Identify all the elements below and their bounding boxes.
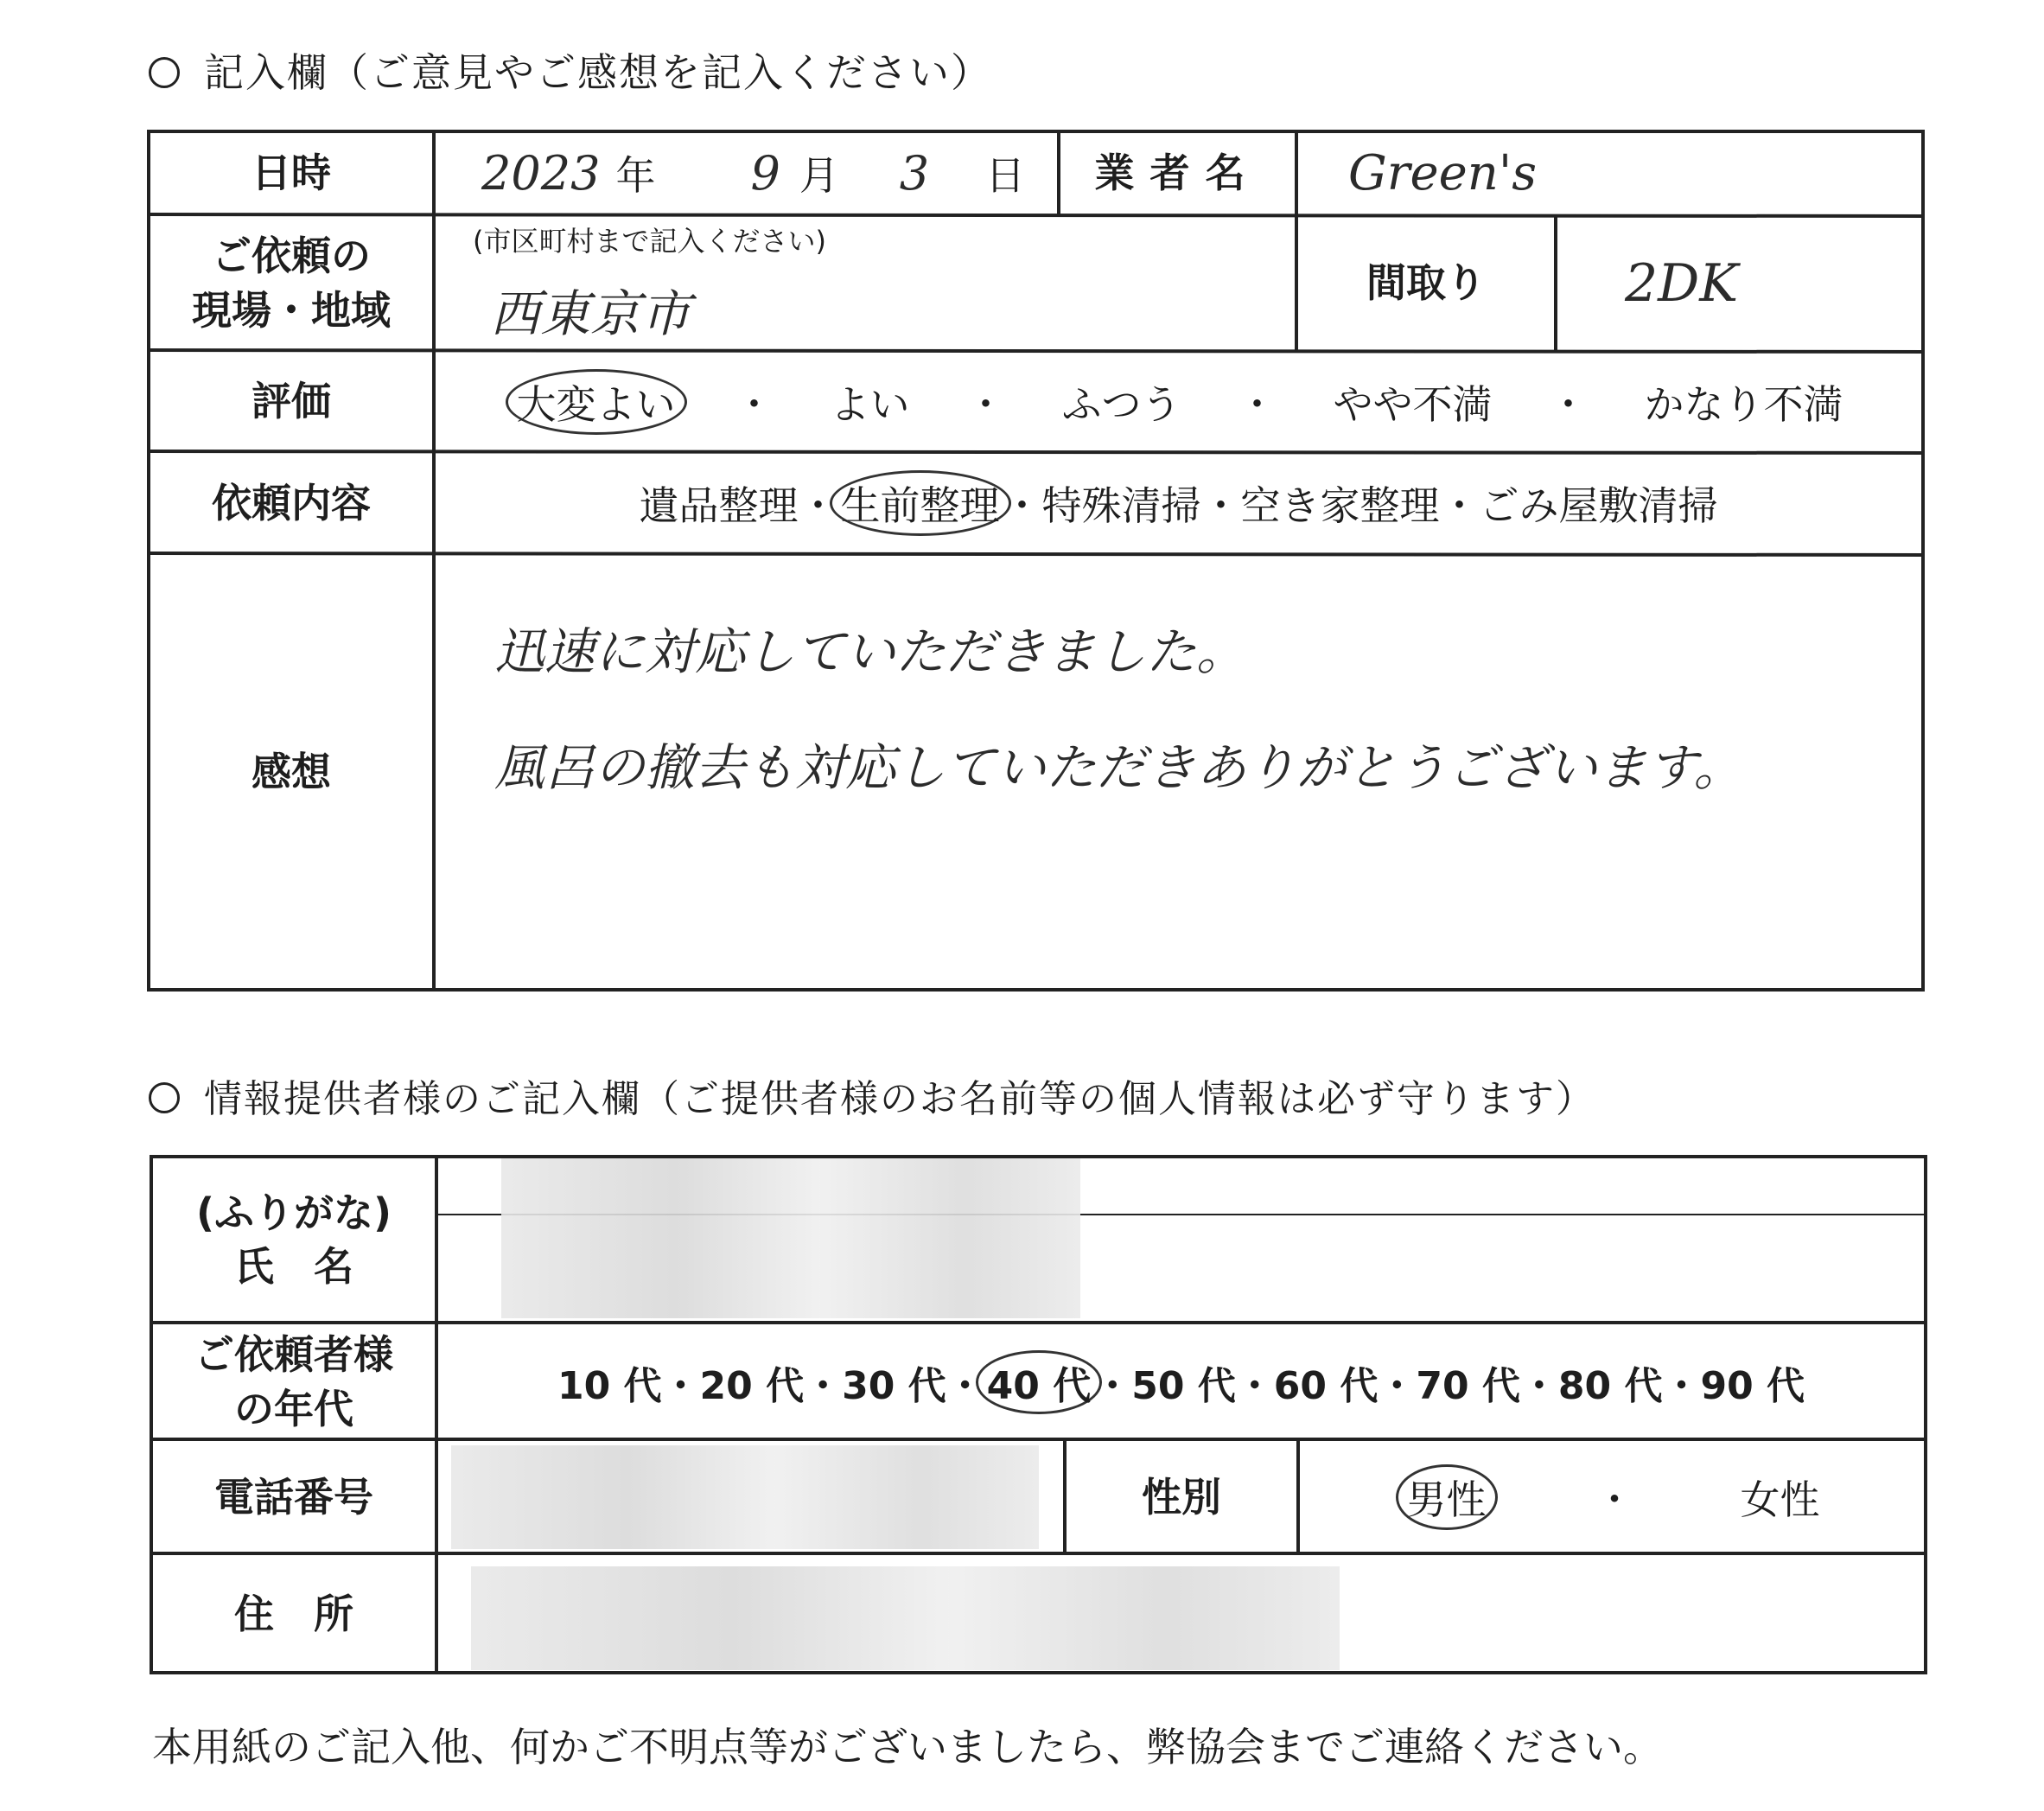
request-option-1[interactable]: 遺品整理 xyxy=(639,482,799,529)
age-separator: ・ xyxy=(661,1363,700,1408)
impression-line-1: 迅速に対応していただきました。 xyxy=(494,622,1247,681)
age-option-90[interactable]: 90 代 xyxy=(1700,1363,1805,1408)
impression-label: 感想 xyxy=(252,749,331,796)
circle-bullet-icon xyxy=(149,57,180,88)
age-separator: ・ xyxy=(1378,1363,1417,1408)
impression-line-2: 風呂の撤去も対応していただきありがとうございます。 xyxy=(494,738,1744,797)
address-label: 住 所 xyxy=(234,1590,353,1637)
rating-label: 評価 xyxy=(252,378,331,425)
company-label: 業者名 xyxy=(1094,149,1261,196)
rating-option-3[interactable]: ふつう xyxy=(1061,380,1181,428)
date-month: 9 xyxy=(750,145,780,201)
age-separator: ・ xyxy=(1093,1363,1132,1408)
request-options xyxy=(434,453,1923,553)
circle-bullet-icon xyxy=(149,1082,180,1113)
redacted-phone xyxy=(451,1445,1039,1549)
age-option-50[interactable]: 50 代 xyxy=(1131,1363,1236,1408)
date-year-unit: 年 xyxy=(615,152,656,199)
layout-value: 2DK xyxy=(1625,252,1739,314)
site-value-cell xyxy=(434,216,1296,350)
age-option-80[interactable]: 80 代 xyxy=(1557,1363,1663,1408)
age-option-10[interactable]: 10 代 xyxy=(557,1363,662,1408)
gender-label: 性別 xyxy=(1142,1473,1221,1521)
rating-separator: ・ xyxy=(965,380,1006,428)
request-label: 依頼内容 xyxy=(212,479,371,526)
age-separator: ・ xyxy=(804,1363,843,1408)
date-year: 2023 xyxy=(481,145,601,201)
impression-value xyxy=(434,555,1923,990)
request-separator: ・ xyxy=(798,482,838,529)
rating-option-5[interactable]: かなり不満 xyxy=(1644,380,1843,428)
gender-option-male[interactable] xyxy=(1404,1469,1489,1526)
gender-options xyxy=(1298,1441,1926,1553)
rating-separator: ・ xyxy=(1548,380,1589,428)
phone-label: 電話番号 xyxy=(214,1473,373,1521)
selected-circle-mark: 40 代 xyxy=(976,1350,1103,1414)
selected-circle-mark: 生前整理 xyxy=(830,470,1011,536)
layout-label: 間取り xyxy=(1366,259,1486,307)
age-option-40[interactable] xyxy=(984,1355,1094,1410)
request-option-4[interactable]: 空き家整理 xyxy=(1240,482,1440,529)
rating-option-2[interactable]: よい xyxy=(830,380,910,428)
age-separator: ・ xyxy=(946,1363,984,1408)
age-separator: ・ xyxy=(1519,1363,1558,1408)
request-option-2[interactable] xyxy=(838,475,1003,532)
gender-separator: ・ xyxy=(1595,1476,1634,1523)
section-heading-provider: 情報提供者様のご記入欄（ご提供者様のお名前等の個人情報は必ず守ります） xyxy=(149,1068,1595,1123)
rating-separator: ・ xyxy=(734,380,774,428)
age-options xyxy=(436,1324,1926,1439)
rating-separator: ・ xyxy=(1237,380,1277,428)
age-label: ご依頼者様 の年代 xyxy=(194,1331,393,1432)
age-option-20[interactable]: 20 代 xyxy=(699,1363,805,1408)
redacted-name xyxy=(501,1158,1080,1318)
request-separator: ・ xyxy=(1439,482,1480,529)
date-day: 3 xyxy=(899,145,930,201)
age-separator: ・ xyxy=(1662,1363,1701,1408)
age-option-60[interactable]: 60 代 xyxy=(1273,1363,1379,1408)
section-heading-comments: 記入欄（ご意見やご感想を記入ください） xyxy=(149,41,992,99)
selected-circle-mark: 大変よい xyxy=(506,369,687,435)
age-option-70[interactable]: 70 代 xyxy=(1416,1363,1520,1408)
age-option-30[interactable]: 30 代 xyxy=(842,1363,946,1408)
request-separator: ・ xyxy=(1002,482,1042,529)
gender-option-female[interactable]: 女性 xyxy=(1740,1476,1820,1523)
date-day-unit: 日 xyxy=(985,152,1026,199)
date-value xyxy=(434,131,1059,214)
rating-option-4[interactable]: やや不満 xyxy=(1333,380,1493,428)
request-option-3[interactable]: 特殊清掃 xyxy=(1041,482,1201,529)
site-value: 西東京市 xyxy=(490,284,691,343)
site-label: ご依頼の 現場・地域 xyxy=(192,233,391,334)
footer-note: 本用紙のご記入他、何かご不明点等がございましたら、弊協会までご連絡ください。 xyxy=(152,1724,1663,1770)
redacted-address xyxy=(471,1566,1340,1670)
date-month-unit: 月 xyxy=(799,152,839,199)
request-option-5[interactable]: ごみ屋敷清掃 xyxy=(1479,482,1718,529)
request-separator: ・ xyxy=(1200,482,1241,529)
date-label: 日時 xyxy=(252,149,331,196)
name-label: (ふりがな) 氏 名 xyxy=(195,1189,392,1290)
company-value: Green's xyxy=(1348,144,1537,201)
rating-options xyxy=(434,352,1923,451)
selected-circle-mark: 男性 xyxy=(1396,1464,1498,1530)
age-separator: ・ xyxy=(1235,1363,1274,1408)
site-hint: (市区町村まで記入ください) xyxy=(473,225,826,258)
rating-option-1[interactable] xyxy=(514,373,678,430)
